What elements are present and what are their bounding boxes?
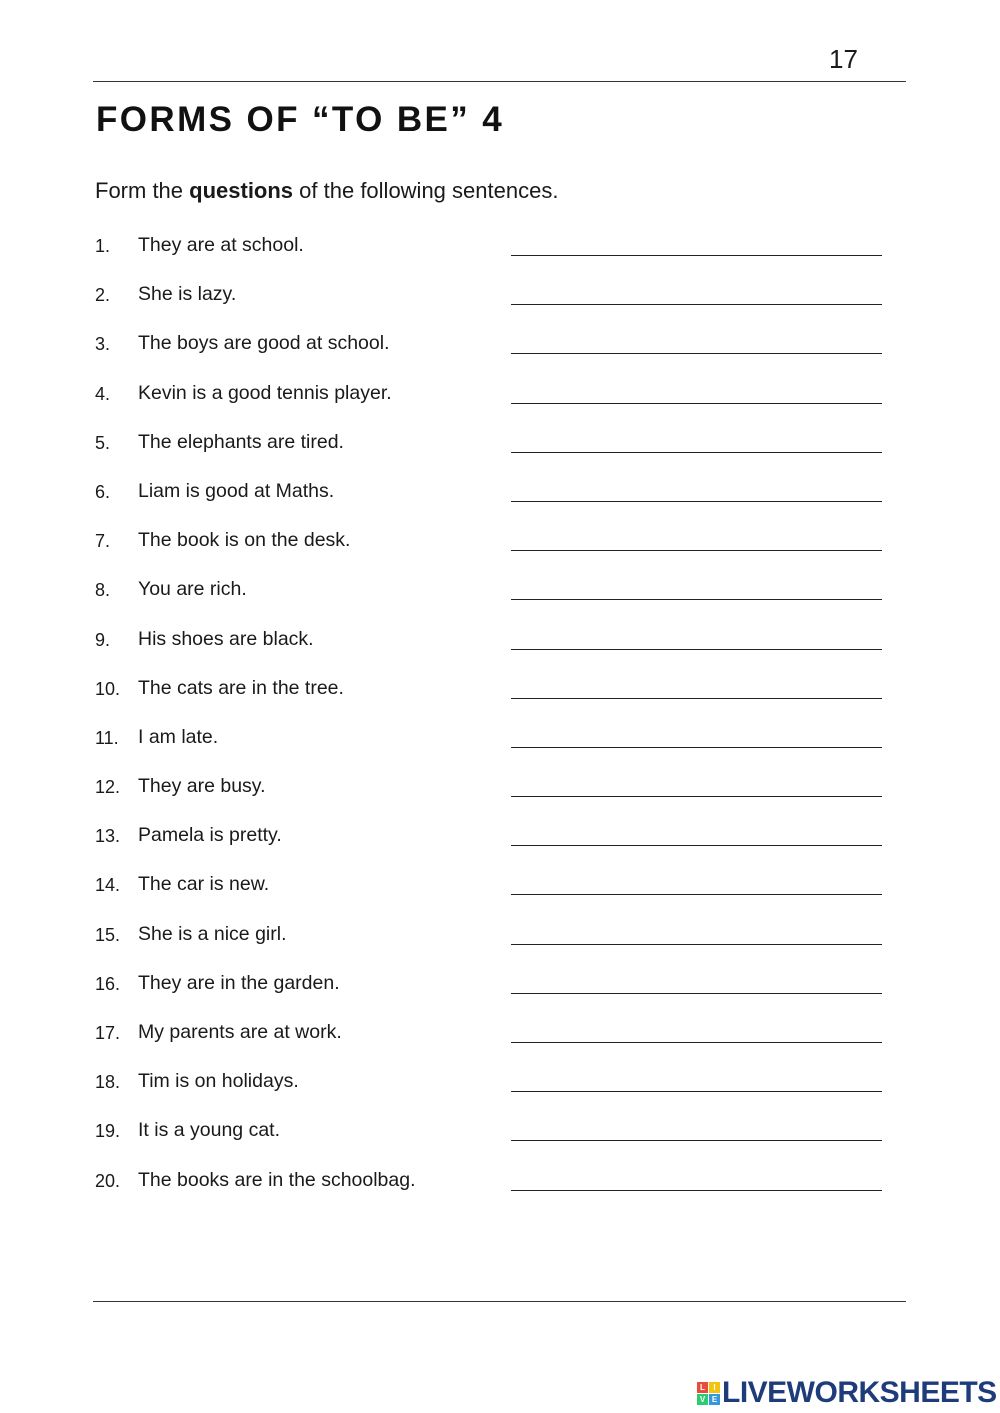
exercise-number: 6. bbox=[95, 481, 111, 502]
exercise-number: 17. bbox=[95, 1023, 121, 1043]
exercise-sentence: You are rich. bbox=[138, 578, 247, 601]
exercise-sentence: Liam is good at Maths. bbox=[138, 479, 335, 502]
answer-input-line[interactable] bbox=[511, 550, 882, 551]
exercise-number: 3. bbox=[95, 334, 111, 355]
exercise-sentence: The cats are in the tree. bbox=[138, 676, 344, 699]
exercise-row bbox=[0, 1068, 1000, 1117]
exercise-row bbox=[0, 970, 1000, 1019]
exercise-row bbox=[0, 1117, 1000, 1166]
exercise-number: 12. bbox=[95, 777, 121, 798]
answer-input-line[interactable] bbox=[511, 993, 882, 994]
answer-input-line[interactable] bbox=[511, 649, 882, 650]
exercise-number: 13. bbox=[95, 826, 121, 847]
answer-input-line[interactable] bbox=[511, 698, 882, 699]
answer-input-line[interactable] bbox=[511, 1042, 882, 1043]
liveworksheets-logo bbox=[697, 1376, 997, 1410]
exercise-number: 8. bbox=[95, 580, 111, 601]
header-divider bbox=[93, 81, 906, 82]
exercise-row bbox=[0, 626, 1000, 675]
exercise-number: 4. bbox=[95, 383, 111, 404]
exercise-row bbox=[0, 871, 1000, 920]
exercise-row bbox=[0, 281, 1000, 330]
exercise-sentence: She is a nice girl. bbox=[138, 922, 287, 945]
exercise-sentence: Pamela is pretty. bbox=[138, 824, 282, 847]
footer-divider bbox=[93, 1301, 906, 1302]
exercise-row bbox=[0, 527, 1000, 576]
exercise-number: 15. bbox=[95, 924, 121, 945]
answer-input-line[interactable] bbox=[511, 796, 882, 797]
answer-input-line[interactable] bbox=[511, 894, 882, 895]
exercise-sentence: His shoes are black. bbox=[138, 627, 314, 650]
answer-input-line[interactable] bbox=[511, 1140, 882, 1141]
answer-input-line[interactable] bbox=[511, 304, 882, 305]
answer-input-line[interactable] bbox=[511, 452, 882, 453]
instruction-text bbox=[95, 178, 558, 204]
exercise-number: 10. bbox=[95, 678, 121, 699]
exercise-sentence: I am late. bbox=[138, 725, 219, 748]
exercise-row bbox=[0, 675, 1000, 724]
exercise-row bbox=[0, 478, 1000, 527]
instruction-after: of the following sentences. bbox=[293, 178, 559, 203]
exercise-row bbox=[0, 1019, 1000, 1068]
answer-input-line[interactable] bbox=[511, 255, 882, 256]
answer-input-line[interactable] bbox=[511, 747, 882, 748]
exercise-number: 20. bbox=[95, 1170, 121, 1191]
exercise-sentence: They are busy. bbox=[138, 775, 266, 798]
exercise-row bbox=[0, 380, 1000, 429]
answer-input-line[interactable] bbox=[511, 944, 882, 945]
answer-input-line[interactable] bbox=[511, 353, 882, 354]
exercise-number: 2. bbox=[95, 285, 111, 306]
exercise-row bbox=[0, 1167, 1000, 1216]
exercise-sentence: The boys are good at school. bbox=[138, 332, 390, 355]
exercise-list bbox=[0, 232, 1000, 1216]
exercise-number: 9. bbox=[95, 629, 111, 650]
exercise-number: 19. bbox=[95, 1121, 121, 1142]
exercise-number: 11. bbox=[95, 727, 119, 748]
exercise-sentence: They are at school. bbox=[138, 234, 304, 256]
exercise-number: 1. bbox=[95, 236, 111, 256]
exercise-sentence: Kevin is a good tennis player. bbox=[138, 381, 392, 404]
exercise-sentence: The book is on the desk. bbox=[138, 529, 351, 552]
exercise-number: 14. bbox=[95, 875, 121, 896]
exercise-row bbox=[0, 724, 1000, 773]
exercise-sentence: They are in the garden. bbox=[138, 971, 340, 994]
page-title: FORMS OF “TO BE” 4 bbox=[96, 100, 505, 139]
exercise-number: 5. bbox=[95, 432, 111, 453]
exercise-sentence: The books are in the schoolbag. bbox=[138, 1168, 416, 1191]
instruction-before: Form the bbox=[95, 178, 190, 203]
exercise-number: 16. bbox=[95, 973, 121, 994]
answer-input-line[interactable] bbox=[511, 501, 882, 502]
logo-text: LIVEWORKSHEETS bbox=[722, 1376, 997, 1409]
answer-input-line[interactable] bbox=[511, 403, 882, 404]
exercise-sentence: My parents are at work. bbox=[138, 1021, 342, 1043]
logo-mark-icon bbox=[697, 1382, 720, 1405]
logo-mark-square: L bbox=[697, 1382, 708, 1393]
page-number: 17 bbox=[829, 44, 858, 74]
exercise-row bbox=[0, 822, 1000, 871]
exercise-sentence: The car is new. bbox=[138, 873, 270, 896]
logo-mark-square: V bbox=[697, 1394, 708, 1405]
exercise-row bbox=[0, 330, 1000, 379]
exercise-row bbox=[0, 921, 1000, 970]
logo-mark-square: E bbox=[709, 1394, 720, 1405]
answer-input-line[interactable] bbox=[511, 1091, 882, 1092]
exercise-row bbox=[0, 232, 1000, 281]
instruction-bold: questions bbox=[189, 178, 294, 203]
exercise-number: 7. bbox=[95, 531, 111, 552]
answer-input-line[interactable] bbox=[511, 1190, 882, 1191]
exercise-row bbox=[0, 773, 1000, 822]
logo-mark-square: I bbox=[709, 1382, 720, 1393]
exercise-sentence: It is a young cat. bbox=[138, 1119, 280, 1142]
answer-input-line[interactable] bbox=[511, 599, 882, 600]
exercise-sentence: She is lazy. bbox=[138, 283, 237, 306]
exercise-row bbox=[0, 576, 1000, 625]
exercise-sentence: The elephants are tired. bbox=[138, 430, 344, 453]
exercise-row bbox=[0, 429, 1000, 478]
exercise-sentence: Tim is on holidays. bbox=[138, 1070, 299, 1093]
answer-input-line[interactable] bbox=[511, 845, 882, 846]
exercise-number: 18. bbox=[95, 1072, 121, 1093]
